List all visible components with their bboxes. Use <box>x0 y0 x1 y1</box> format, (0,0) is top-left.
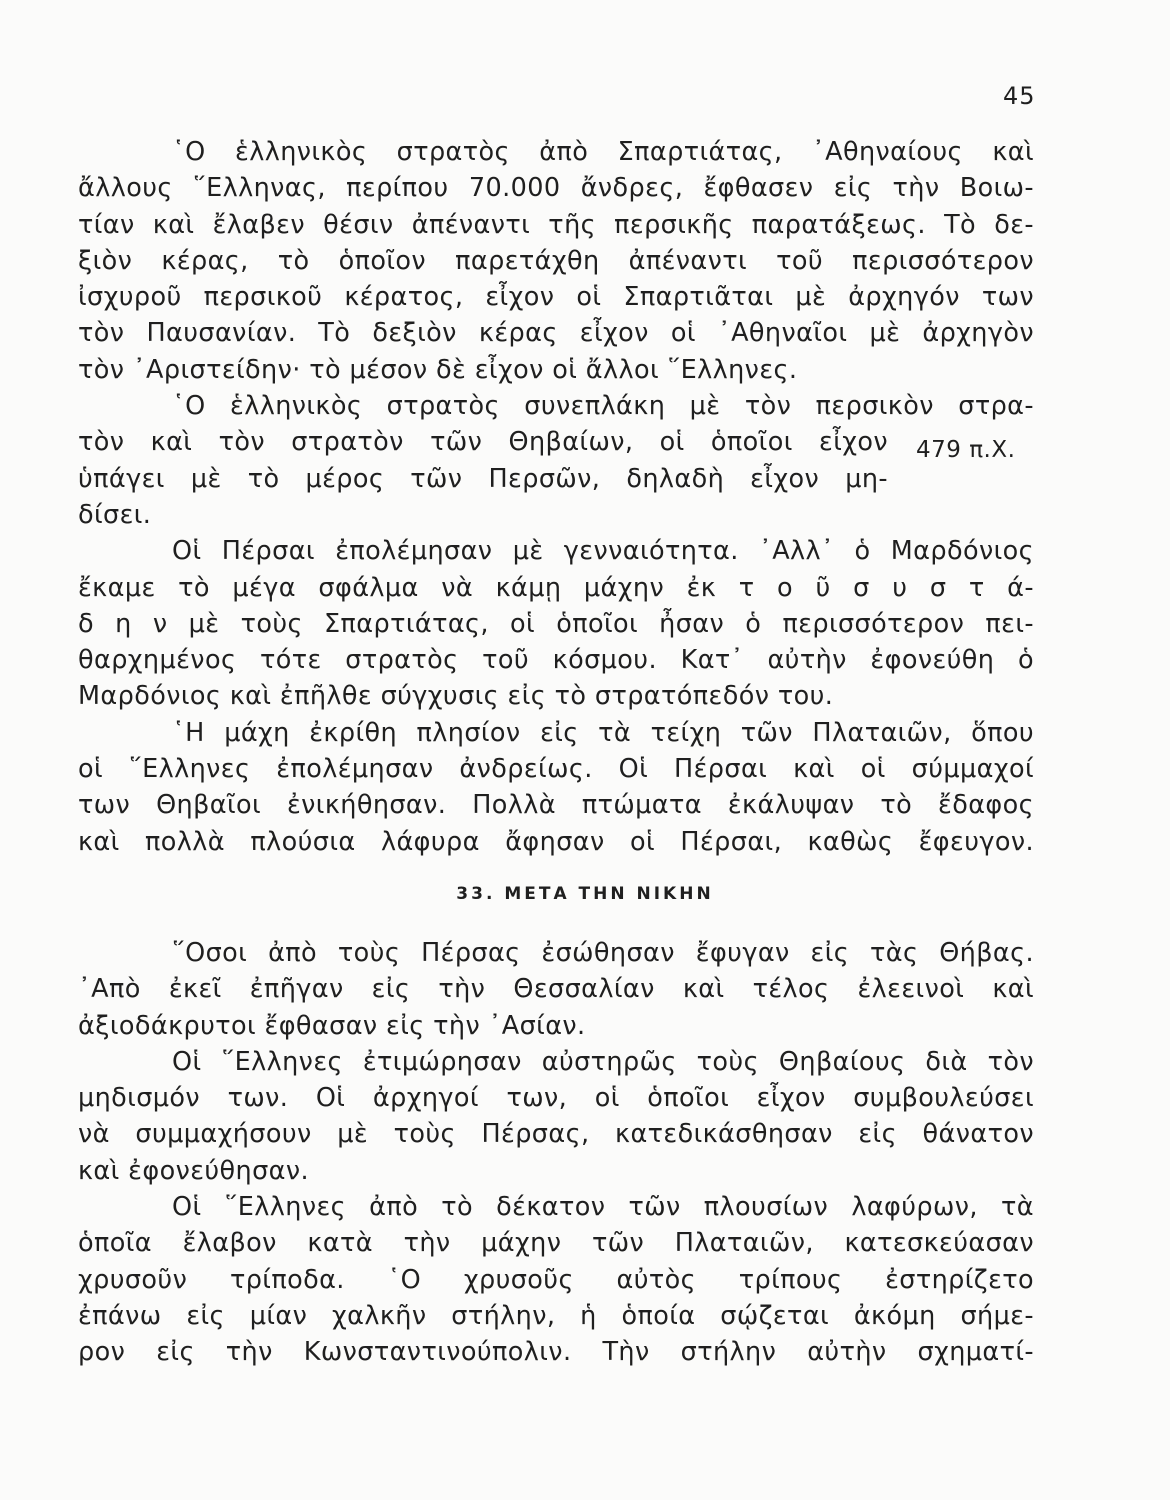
text-line: ῾Ο ἑλληνικὸς στρατὸς συνεπλάκη μὲ τὸν περσικὸν στρα- <box>172 391 1034 422</box>
text-line: καὶ ἐφονεύθησαν. <box>78 1155 310 1186</box>
text-line: ἀξιοδάκρυτοι ἔφθασαν εἰς τὴν ᾿Ασίαν. <box>78 1010 586 1041</box>
text-line: Οἱ ῞Ελληνες ἀπὸ τὸ δέκατον τῶν πλουσίων λαφύρων, τὰ <box>172 1192 1034 1223</box>
text-line: οἱ ῞Ελληνες ἐπολέμησαν ἀνδρείως. Οἱ Πέρσαι καὶ οἱ σύμμαχοί <box>78 754 1034 785</box>
text-block-1 <box>78 134 1034 860</box>
text-line: ἐπάνω εἰς μίαν χαλκῆν στήλην, ἡ ὁποία σῴζεται ἀκόμη σήμε- <box>78 1300 1034 1331</box>
text-line: των Θηβαῖοι ἐνικήθησαν. Πολλὰ πτώματα ἐκάλυψαν τὸ ἔδαφος <box>78 790 1034 821</box>
text-line: τὸν καὶ τὸν στρατὸν τῶν Θηβαίων, οἱ ὁποῖοι εἶχον <box>78 427 888 458</box>
text-line: τίαν καὶ ἔλαβεν θέσιν ἀπέναντι τῆς περσικῆς παρατάξεως. Τὸ δε- <box>78 209 1034 240</box>
text-line: ῾Η μάχη ἐκρίθη πλησίον εἰς τὰ τείχη τῶν Πλαταιῶν, ὅπου <box>172 717 1034 748</box>
text-line: ῾Ο ἑλληνικὸς στρατὸς ἀπὸ Σπαρτιάτας, ᾿Αθηναίους καὶ <box>172 137 1034 167</box>
text-line: μηδισμόν των. Οἱ ἀρχηγοί των, οἱ ὁποῖοι εἶχον συμβουλεύσει <box>78 1083 1034 1114</box>
text-line: ῞Οσοι ἀπὸ τοὺς Πέρσας ἐσώθησαν ἔφυγαν εἰς τὰς Θήβας. <box>172 938 1034 968</box>
page-number: 45 <box>1003 82 1036 110</box>
text-line: καὶ πολλὰ πλούσια λάφυρα ἄφησαν οἱ Πέρσαι, καθὼς ἔφευγον. <box>78 826 1034 857</box>
text-line: χρυσοῦν τρίποδα. ῾Ο χρυσοῦς αὐτὸς τρίπους ἐστηρίζετο <box>78 1264 1034 1295</box>
text-line: Οἱ ῞Ελληνες ἐτιμώρησαν αὐστηρῶς τοὺς Θηβαίους διὰ τὸν <box>172 1046 1034 1077</box>
text-line: ξιὸν κέρας, τὸ ὁποῖον παρετάχθη ἀπέναντι τοῦ περισσότερον <box>78 245 1034 276</box>
text-line: θαρχημένος τότε στρατὸς τοῦ κόσμου. Κατ᾿ αὐτὴν ἐφονεύθη ὁ <box>78 645 1034 676</box>
text-line: Μαρδόνιος καὶ ἐπῆλθε σύγχυσις εἰς τὸ στρατόπεδόν του. <box>78 681 834 712</box>
text-line: δίσει. <box>78 499 152 530</box>
text-line: ἰσχυροῦ περσικοῦ κέρατος, εἶχον οἱ Σπαρτιᾶται μὲ ἀρχηγόν των <box>78 282 1034 313</box>
text-line: δ η ν μὲ τοὺς Σπαρτιάτας, οἱ ὁποῖοι ἦσαν ὁ περισσότερον πει- <box>78 608 1034 639</box>
text-line: νὰ συμμαχήσουν μὲ τοὺς Πέρσας, κατεδικάσθησαν εἰς θάνατον <box>78 1119 1034 1150</box>
text-line: τὸν Παυσανίαν. Τὸ δεξιὸν κέρας εἶχον οἱ ᾿Αθηναῖοι μὲ ἀρχηγὸν <box>78 318 1034 349</box>
text-line: ἔκαμε τὸ μέγα σφάλμα νὰ κάμῃ μάχην ἐκ τ ο ῦ σ υ σ τ ά- <box>78 572 1034 603</box>
text-line: ὑπάγει μὲ τὸ μέρος τῶν Περσῶν, δηλαδὴ εἶχον μη- <box>78 463 888 494</box>
text-line: ρον εἰς τὴν Κωνσταντινούπολιν. Τὴν στήλην αὐτὴν σχηματί- <box>78 1337 1034 1368</box>
text-block-2 <box>78 935 1034 1371</box>
text-line: τὸν ᾿Αριστείδην· τὸ μέσον δὲ εἶχον οἱ ἄλλοι ῞Ελληνες. <box>78 354 798 385</box>
text-line: ὁποῖα ἔλαβον κατὰ τὴν μάχην τῶν Πλαταιῶν, κατεσκεύασαν <box>78 1228 1034 1259</box>
section-heading: 33. ΜΕΤΑ ΤΗΝ ΝΙΚΗΝ <box>456 884 714 904</box>
text-line: ᾿Απὸ ἐκεῖ ἐπῆγαν εἰς τὴν Θεσσαλίαν καὶ τέλος ἐλεεινοὶ καὶ <box>78 974 1034 1005</box>
text-line: Οἱ Πέρσαι ἐπολέμησαν μὲ γενναιότητα. ᾿Αλλ᾿ ὁ Μαρδόνιος <box>172 536 1034 567</box>
text-line: ἄλλους ῞Ελληνας, περίπου 70.000 ἄνδρες, ἔφθασεν εἰς τὴν Βοιω- <box>78 173 1034 204</box>
margin-date-note: 479 π.Χ. <box>916 437 1016 463</box>
